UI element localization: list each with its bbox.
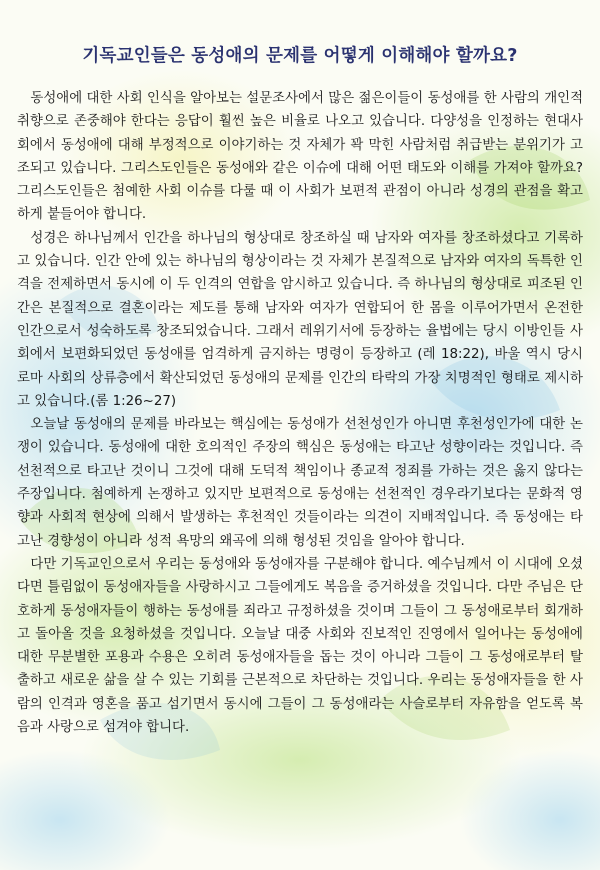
paragraph: 다만 기독교인으로서 우리는 동성애와 동성애자를 구분해야 합니다. 예수님께서 이 시대에 오셨다면 틀림없이 동성애자들을 사랑하시고 그들에게도 복음을 증거하셨을 것입니다. 다만 주님은 단호하게 동성애자들이 행하는 동성애를 죄라고 규정하셨을 것이며 그들이 그 동성애로부터 회개하고 돌아올 것을 요청하셨을 것입니다. 오늘날 대중 사회와 진보적인 진영에서 일어나는 동성애에 대한 무분별한 포용과 수용은 오히려 동성애자들을 돕는 것이 아니라 그들이 그 동성애로부터 탈출하고 새로운 삶을 살 수 있는 기회를 근본적으로 차단하는 것입니다. 우리는 동성애자들을 한 사람의 인격과 영혼을 품고 섬기면서 동시에 그들이 그 동성애라는 사슬로부터 자유함을 얻도록 복음과 사랑으로 섬겨야 합니다.	[17, 556, 583, 736]
paragraph: 성경은 하나님께서 인간을 하나님의 형상대로 창조하실 때 남자와 여자를 창조하셨다고 기록하고 있습니다. 인간 안에 있는 하나님의 형상이라는 것 자체가 본질적으로 남자와 여자의 독특한 인격을 전제하면서 동시에 이 두 인격의 연합을 암시하고 있습니다. 즉 하나님의 형상대로 피조된 인간은 본질적으로 결혼이라는 제도를 통해 남자와 여자가 연합되어 한 몸을 이루어가면서 온전한 인간으로서 성숙하도록 창조되었습니다. 그래서 레위기서에 등장하는 율법에는 당시 이방인들 사회에서 보편화되었던 동성애를 엄격하게 금지하는 명령이 등장하고 (레 18:22), 바울 역시 당시 로마 사회의 상류층에서 확산되었던 동성애의 문제를 인간의 타락의 가장 치명적인 형태로 제시하고 있습니다.(롬 1:26~27)	[17, 230, 583, 409]
document-body	[17, 87, 583, 739]
paragraph: 오늘날 동성애의 문제를 바라보는 핵심에는 동성애가 선천성인가 아니면 후천성인가에 대한 논쟁이 있습니다. 동성애에 대한 호의적인 주장의 핵심은 동성애는 타고난 성향이라는 것입니다. 즉 선천적으로 타고난 것이니 그것에 대해 도덕적 책임이나 종교적 정죄를 가하는 것은 옳지 않다는 주장입니다. 첨예하게 논쟁하고 있지만 보편적으로 동성애는 선천적인 경우라기보다는 문화적 영향과 사회적 현상에 의해서 발생하는 후천적인 것들이라는 의견이 지배적입니다. 즉 동성애는 타고난 경향성이 아니라 성적 욕망의 왜곡에 의해 형성된 것임을 알아야 합니다.	[17, 417, 583, 549]
paragraph: 동성애에 대한 사회 인식을 알아보는 설문조사에서 많은 젊은이들이 동성애를 한 사람의 개인적 취향으로 존중해야 한다는 응답이 훨씬 높은 비율로 나오고 있습니다. 다양성을 인정하는 현대사회에서 동성애에 대해 부정적으로 이야기하는 것 자체가 꽉 막힌 사람처럼 취급받는 분위기가 고조되고 있습니다. 그리스도인들은 동성애와 같은 이슈에 대해 어떤 태도와 이해를 가져야 할까요? 그리스도인들은 첨예한 사회 이슈를 다룰 때 이 사회가 보편적 관점이 아니라 성경의 관점을 확고하게 붙들어야 합니다.	[17, 91, 583, 223]
document-title: 기독교인들은 동성애의 문제를 어떻게 이해해야 할까요?	[82, 46, 518, 66]
